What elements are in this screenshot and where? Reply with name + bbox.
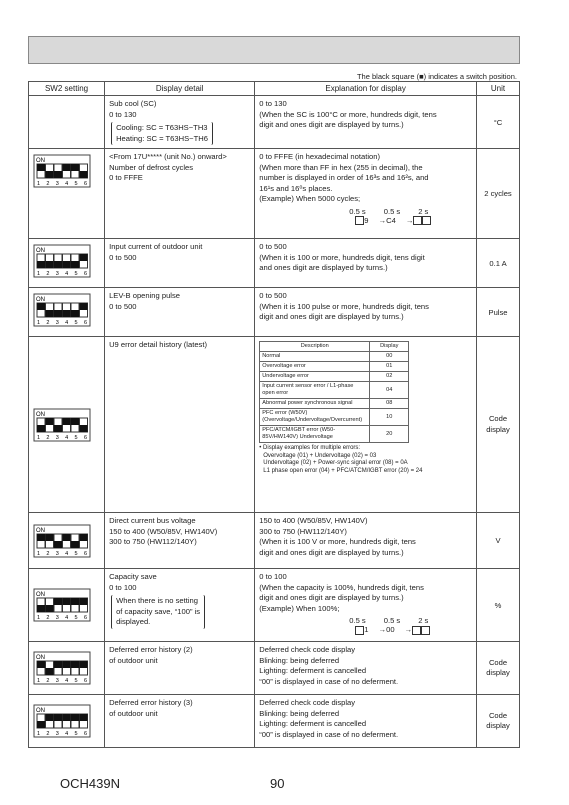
switch-knob [46,261,54,268]
error-code-table [259,341,409,443]
switch-knob [63,598,71,605]
on-label: ON [36,655,45,661]
display-sequence: 9 →C4 → [355,216,472,226]
display-cell: Direct current bus voltage 150 to 400 (W50/85V, HW140V) 300 to 750 (HW112/140Y) [105,513,255,569]
dip-switch-graphic [33,244,91,278]
on-label: ON [36,527,45,534]
switch-knob [46,668,54,675]
switch-knob [46,605,54,612]
switch-knob [54,171,62,178]
digit-box-icon [355,626,364,635]
on-label: ON [36,411,45,418]
switch-knob [80,171,88,178]
explanation-cell: 0 to FFFE (in hexadecimal notation) (When more than FF in hex (255 in decimal), the number is displayed in order of 16³s and 16²s, and 16¹s and 16⁰s places. (Example) When 5000 cycles; 0.5 s 0.5 s 2 s 9 →C4 → [255,149,477,239]
on-label: ON [36,708,45,714]
switch-knob [80,254,88,261]
switch-knob [63,164,71,171]
dip-switch-graphic [33,704,91,738]
switch-numbers: 1 2 3 4 5 6 [37,181,87,187]
switch-knob [71,714,79,721]
table-row [29,96,520,149]
error-table-row: Abnormal power synchronous signal 08 [260,399,409,409]
model-number: OCH439N [60,776,120,791]
table-header [29,82,520,96]
explanation-cell [255,337,477,513]
table-row [29,642,520,695]
display-sequence: 1 →00 → [355,625,472,635]
table-row [29,695,520,748]
dip-switch-graphic [33,408,91,442]
col-explanation: Explanation for display [255,82,477,96]
switch-knob [54,598,62,605]
switch-knob [37,605,45,612]
col-unit: Unit [477,82,520,96]
switch-knob [71,541,79,548]
display-cell: <From 17U***** (unit No.) onward> Number of defrost cycles 0 to FFFE [105,149,255,239]
sw2-table [28,81,520,748]
error-table-header: Description Display [260,342,409,352]
digit-box-icon [421,626,430,635]
switch-knob [80,598,88,605]
switch-knob [63,661,71,668]
error-table-row: Normal 00 [260,352,409,362]
switch-knob [37,534,45,541]
switch-knob [80,303,88,310]
dip-switch-icon [33,524,100,560]
unit-cell: 0.1 A [477,239,520,288]
error-table-row: Undervoltage error 02 [260,372,409,382]
switch-knob [71,418,79,425]
switch-knob [54,310,62,317]
switch-cell [29,96,105,149]
dip-switch-icon [33,588,100,624]
on-label: ON [36,592,45,598]
switch-knob [71,310,79,317]
table-row [29,569,520,642]
table-row [29,513,520,569]
dip-switch-graphic [33,293,91,327]
dip-switch-icon [33,293,100,329]
unit-cell: °C [477,96,520,149]
switch-knob [46,714,54,721]
on-label: ON [36,248,45,254]
switch-knob [46,534,54,541]
dip-switch-graphic [33,651,91,685]
error-table-row: Overvoltage error 01 [260,362,409,372]
dip-switch-graphic [33,524,91,558]
display-cell: Deferred error history (2) of outdoor unit [105,642,255,695]
explanation-cell: Deferred check code display Blinking: being deferred Lighting: deferment is cancelled “00” is displayed in case of no deferment. [255,642,477,695]
display-cell: LEV-B opening pulse 0 to 500 [105,288,255,337]
unit-cell: Code display [477,337,520,513]
table-row [29,239,520,288]
switch-numbers: 1 2 3 4 5 6 [37,550,87,557]
display-cell: Input current of outdoor unit 0 to 500 [105,239,255,288]
on-label: ON [36,158,45,164]
explanation-cell: 0 to 500 (When it is 100 or more, hundreds digit, tens digit and ones digit are displayed by turns.) [255,239,477,288]
switch-knob [71,598,79,605]
switch-knob [63,714,71,721]
formula-bracket: Cooling: SC = T63HS−TH3 Heating: SC = T63HS−TH6 [111,122,213,145]
switch-numbers: 1 2 3 4 5 6 [37,320,87,326]
dip-switch-icon [33,408,100,444]
digit-box-icon [413,216,422,225]
error-table-row: PFC error (W50V) (Overvoltage/Undervoltage/Overcurrent) 10 [260,409,409,426]
unit-cell: Code display [477,642,520,695]
switch-cell [29,513,105,569]
dip-switch-graphic [33,154,91,188]
switch-knob [71,261,79,268]
switch-knob [63,418,71,425]
switch-knob [80,661,88,668]
switch-knob [37,425,45,432]
page-number: 90 [270,776,285,791]
switch-knob [80,425,88,432]
switch-cell [29,239,105,288]
explanation-cell: 0 to 130 (When the SC is 100°C or more, hundreds digit, tens digit and ones digit are displayed by turns.) [255,96,477,149]
error-table-row: PFC/ATCM/IGBT error (W50-85V/HW140V) Undervoltage 20 [260,426,409,443]
multiple-error-examples: • Display examples for multiple errors: Overvoltage (01) + Undervoltage (02) = 03 Undervoltage (02) + Power-sync signal error (08) = 0A L1 phase open error (04) + PFC/ATCM/IGBT error (20) = 24 [259,445,423,474]
switch-cell [29,569,105,642]
timing-labels: 0.5 s 0.5 s 2 s [349,616,429,625]
dip-switch-icon [33,704,100,740]
switch-knob [54,261,62,268]
dip-switch-icon [33,651,100,687]
explanation-cell: 150 to 400 (W50/85V, HW140V) 300 to 750 (HW112/140Y) (When it is 100 V or more, hundreds digit, tens digit and ones digit are displayed by turns.) [255,513,477,569]
switch-numbers: 1 2 3 4 5 6 [37,731,87,737]
dip-switch-icon [33,244,100,280]
switch-knob [63,310,71,317]
switch-numbers: 1 2 3 4 5 6 [37,615,87,621]
switch-knob [54,541,62,548]
switch-knob [37,661,45,668]
switch-knob [46,171,54,178]
dip-switch-graphic [33,588,91,622]
digit-box-icon [412,626,421,635]
on-label: ON [36,297,45,303]
switch-numbers: 1 2 3 4 5 6 [37,434,87,441]
unit-cell: Pulse [477,288,520,337]
unit-cell: V [477,513,520,569]
switch-note: The black square (■) indicates a switch position. [356,72,517,81]
digit-box-icon [355,216,364,225]
switch-knob [54,714,62,721]
switch-cell [29,695,105,748]
unit-cell: % [477,569,520,642]
switch-cell [29,149,105,239]
error-table-row: Input current sensor error / L1-phase open error 04 [260,382,409,399]
switch-knob [71,164,79,171]
digit-box-icon [422,216,431,225]
switch-numbers: 1 2 3 4 5 6 [37,271,87,277]
table-row [29,149,520,239]
switch-knob [37,303,45,310]
switch-knob [54,661,62,668]
switch-cell [29,288,105,337]
unit-cell: Code display [477,695,520,748]
switch-knob [37,721,45,728]
display-cell: U9 error detail history (latest) [105,337,255,513]
switch-knob [71,661,79,668]
switch-knob [63,261,71,268]
explanation-cell: 0 to 100 (When the capacity is 100%, hundreds digit, tens digit and ones digit are displayed by turns.) (Example) When 100%; 0.5 s 0.5 s 2 s 1 →00 → [255,569,477,642]
unit-cell: 2 cycles [477,149,520,239]
switch-knob [80,534,88,541]
header-bar [28,36,520,64]
switch-numbers: 1 2 3 4 5 6 [37,678,87,684]
switch-knob [37,164,45,171]
table-row [29,288,520,337]
switch-knob [46,418,54,425]
note-bracket: When there is no setting of capacity save, “100” is displayed. [111,595,205,629]
col-display-detail: Display detail [105,82,255,96]
switch-cell [29,642,105,695]
switch-knob [37,261,45,268]
switch-knob [54,425,62,432]
col-sw2-setting: SW2 setting [29,82,105,96]
switch-knob [46,310,54,317]
explanation-cell: 0 to 500 (When it is 100 pulse or more, hundreds digit, tens digit and ones digit are displayed by turns.) [255,288,477,337]
timing-labels: 0.5 s 0.5 s 2 s [349,206,429,216]
dip-switch-icon [33,154,100,190]
explanation-cell: Deferred check code display Blinking: being deferred Lighting: deferment is cancelled “00” is displayed in case of no deferment. [255,695,477,748]
display-cell: Sub cool (SC) 0 to 130 Cooling: SC = T63HS−TH3 Heating: SC = T63HS−TH6 [105,96,255,149]
switch-knob [80,714,88,721]
display-cell: Capacity save 0 to 100 When there is no setting of capacity save, “100” is displayed. [105,569,255,642]
switch-knob [63,534,71,541]
display-cell: Deferred error history (3) of outdoor unit [105,695,255,748]
switch-cell [29,337,105,513]
table-row [29,337,520,513]
